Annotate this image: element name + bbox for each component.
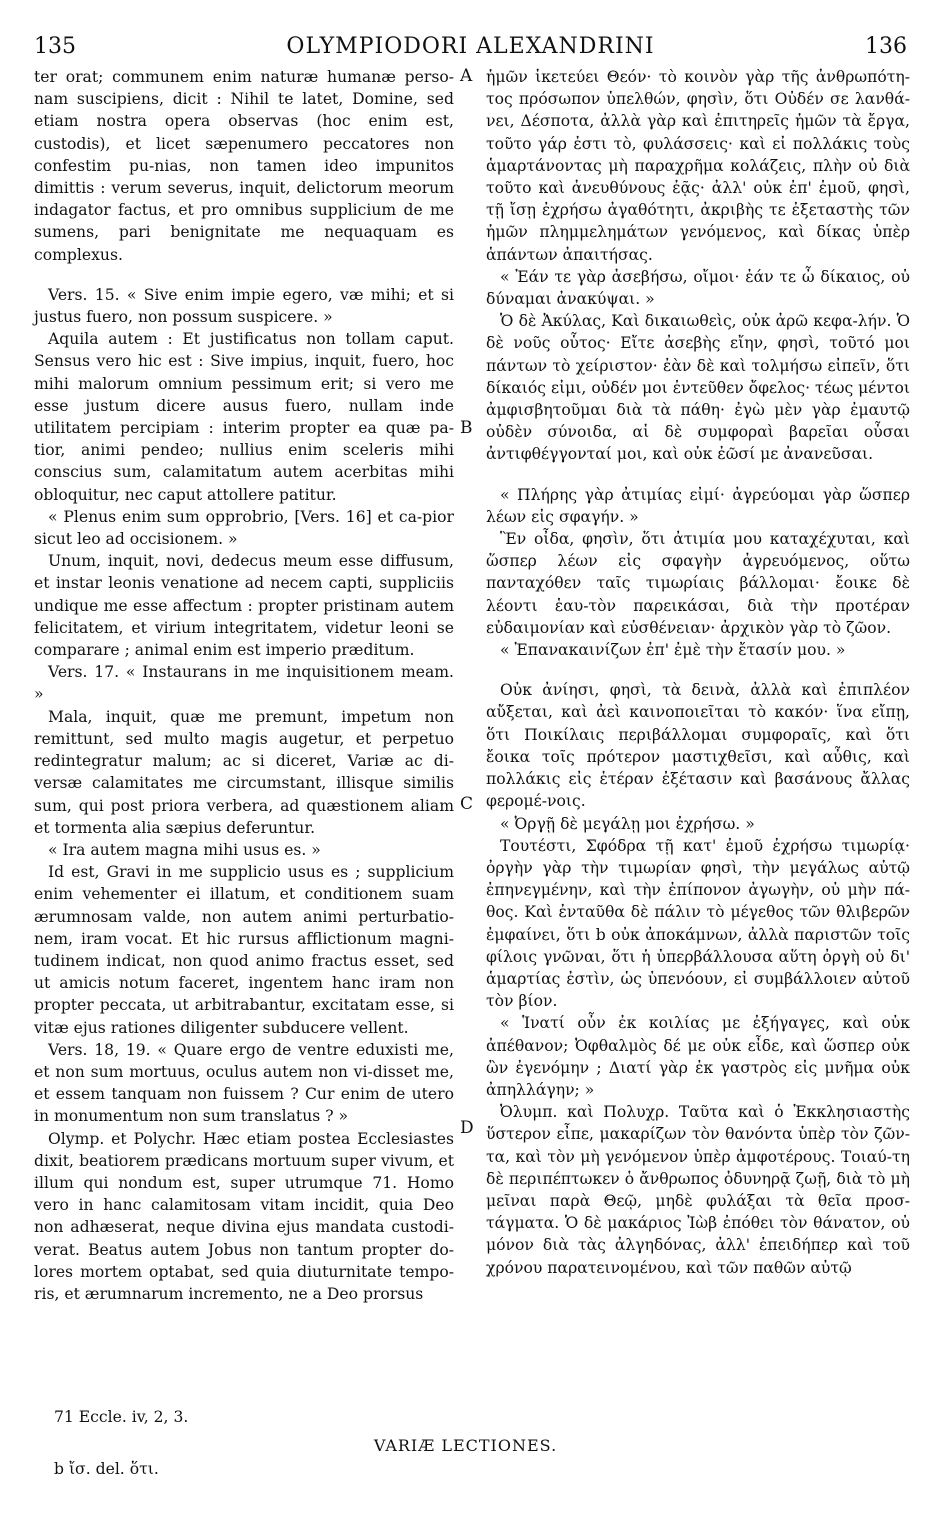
- latin-paragraph: Mala, inquit, quæ me premunt, impetum non remittunt, sed multo magis augetur, et perpetuo redintegratur malum; ac si diceret, Variæ ac di-versæ calamitates me circumstant, illisque similis sum, qui post priora verbera, ad quæstionem aliam et tormenta alia sæpius deferuntur.: [34, 707, 454, 837]
- greek-paragraph: Οὐκ ἀνίησι, φησὶ, τὰ δεινὰ, ἀλλὰ καὶ ἐπιπλέον αὔξεται, καὶ ἀεὶ καινοποιεῖται τὸ κακόν· ἵνα εἴπῃ, ὅτι Ποικίλαις περιβάλλομαι συμφοραῖς, καὶ ὅτι ἔοικα τοῖς πρότερον μαστιχθεῖσι, καὶ αὖθις, καὶ πολλάκις εἰς ἑτέραν ἐξέτασιν καὶ βασάνους ἄλλας φερομέ-νοις.: [486, 681, 910, 811]
- greek-paragraph: Ὁ δὲ Ἀκύλας, Καὶ δικαιωθεὶς, οὐκ ἀρῶ κεφα-λήν. Ὁ δὲ νοῦς οὗτος· Εἴτε ἀσεβὴς εἴην, φησὶ, τοῦτό μοι πάντων τὸ χείριστον· ἐὰν δὲ καὶ τολμήσω εἰπεῖν, ὅτι δίκαιός εἰμι, οὐδέν μοι ἐντεῦθεν ὄφελος· τέως μέντοι ἀμφισβητοῦμαι διὰ τὰ πάθη· ἐγὼ μὲν γὰρ ἐμαυτῷ οὐδὲν σύνοιδα, αἱ δὲ συμφοραὶ βαρεῖαι οὖσαι ἀντιφθέγγονταί μοι, καὶ οὐκ ἐῶσί με ἀνανεῦσαι.: [486, 312, 910, 464]
- latin-paragraph: Olymp. et Polychr. Hæc etiam postea Ecclesiastes dixit, beatiorem prædicans mortuum super vivum, et illum qui nondum est, super utrumque 71. Homo vero in hanc calamitosam vitam incidit, quia Deo non adhæserat, neque divina ejus mandata custodi-verat. Beatus autem Jobus non tantum propter do-lores mortem optabat, sed quia diuturnitate tempo-ris, et ærumnarum incremento, ne a Deo prorsus: [34, 1129, 454, 1303]
- marker-c: C: [460, 794, 474, 814]
- page-header: [34, 34, 907, 60]
- latin-paragraph: Id est, Gravi in me supplicio usus es ; supplicium enim vehementer ei illatum, et conditionem suam ærumnosam valde, non autem animi perturbatio-nem, iram vocat. Et hic rursus afflictionum magni-tudinem indicat, non quod animo fractus esset, sed ut amicis notum faceret, ingentem hanc iram non propter peccata, ut arbitrabantur, excitatam esse, si vitæ ejus rationes diligenter subducere vellent.: [34, 863, 454, 1037]
- section-markers: [456, 66, 482, 1166]
- marker-d: D: [460, 1118, 474, 1138]
- marker-b: B: [460, 418, 473, 438]
- greek-paragraph: « Ἐπανακαινίζων ἐπ' ἐμὲ τὴν ἔτασίν μου. »: [500, 641, 846, 660]
- greek-paragraph: Τουτέστι, Σφόδρα τῇ κατ' ἐμοῦ ἐχρήσω τιμωρίᾳ· ὀργὴν γὰρ τὴν τιμωρίαν φησὶ, τὴν μεγάλως αὐτῷ ἐπηνεγμένην, καὶ τὴν ἐπίπονον ἀγωγὴν, οὐ μὴν πά-θος. Καὶ ἐνταῦθα δὲ πάλιν τὸ μέγεθος τῶν θλιβερῶν ἐμφαίνει, ὅτι b οὐκ ἀποκάμνων, ἀλλὰ παριστῶν τοῖς φίλοις γνῶναι, ὅτι ἡ ὑπερβάλλουσα αὕτη ὀργὴ οὐ δι' ἁμαρτίας ἐστὶν, ὡς ὑπενόουν, εἰ συμβάλλοιεν αὐτοῦ τὸν βίον.: [486, 836, 910, 1011]
- greek-paragraph: « Ἱνατί οὖν ἐκ κοιλίας με ἐξήγαγες, καὶ οὐκ ἀπέθανον; Ὀφθαλμὸς δέ με οὐκ εἶδε, καὶ ὥσπερ οὐκ ὢν ἐγενόμην ; Διατί γὰρ ἐκ γαστρὸς εἰς μνῆμα οὐκ ἀπηλλάγην; »: [486, 1014, 910, 1099]
- latin-paragraph: « Ira autem magna mihi usus es. »: [48, 840, 321, 859]
- marker-a: A: [460, 66, 473, 86]
- page-number-right: 136: [865, 34, 907, 59]
- variae-lectiones-heading: VARIÆ LECTIONES.: [373, 1436, 558, 1455]
- greek-paragraph: « Ὀργῇ δὲ μεγάλῃ μοι ἐχρήσω. »: [500, 814, 755, 833]
- greek-paragraph: ἡμῶν ἱκετεύει Θεόν· τὸ κοινὸν γὰρ τῆς ἀνθρωπότη-τος πρόσωπον ὑπελθών, φησὶν, ὅτι Οὐδέν σε λανθά-νει, Δέσποτα, ἀλλὰ γὰρ καὶ ἐπιτηρεῖς ἡμῶν τὰ ἔργα, τοῦτο γάρ ἐστι τὸ, φυλάσσεις· καὶ εἰ πολλάκις τοὺς ἁμαρτάνοντας μὴ παραχρῆμα κολάζεις, πλὴν οὐ διὰ τοῦτο καὶ ἀνευθύνους ἐᾷς· ἀλλ' οὐκ ἐπ' ἐμοῦ, φησὶ, τῇ ἴσῃ ἐχρήσω ἀγαθότητι, ἀκριβὴς τε ἐξεταστὴς τῶν ἡμῶν πλημμελημάτων γενόμενος, καὶ δίκας ὑπὲρ ἁπάντων ἀπαιτήσας.: [486, 68, 910, 264]
- latin-paragraph: « Plenus enim sum opprobrio, [Vers. 16] et ca-pior sicut leo ad occisionem. »: [34, 507, 454, 549]
- greek-paragraph: Ὀλυμπ. καὶ Πολυχρ. Ταῦτα καὶ ὁ Ἐκκλησιαστὴς ὕστερον εἶπε, μακαρίζων τὸν θανόντα ὑπὲρ τὸν ζῶν-τα, καὶ τὸν μὴ γενόμενον ὑπὲρ ἀμφοτέρους. Τοιαύ-τη δὲ περιπέπτωκεν ὁ ἄνθρωπος ὀδυνηρᾷ ζωῇ, διὰ τὸ μὴ μεῖναι παρὰ Θεῷ, μηδὲ φυλάξαι τὰ θεῖα προσ-τάγματα. Ὁ δὲ μακάριος Ἰὼβ ἐπόθει τὸν θάνατον, οὐ μόνον διὰ τὰς ἀλγηδόνας, ἀλλ' ἐπειδήπερ καὶ τοῦ χρόνου παρατεινομένου, καὶ τῶν παθῶν αὐτῷ: [486, 1103, 910, 1277]
- greek-column: [486, 66, 910, 1279]
- greek-paragraph: « Ἐάν τε γὰρ ἀσεβήσω, οἴμοι· ἐάν τε ὦ δίκαιος, οὐ δύναμαι ἀνακύψαι. »: [486, 267, 910, 309]
- variant-reading: b ἴσ. del. ὅτι.: [54, 1460, 159, 1478]
- latin-paragraph: ter orat; communem enim naturæ humanæ perso-nam suscipiens, dicit : Nihil te latet, Domine, sed etiam nostra opera observas (hoc enim est, custodis), et licet sæpenumero peccatores non confestim pu-nias, non tamen ideo impunitos dimittis : verum severus, inquit, delictorum meorum indagator factus, et pro omnibus supplicium de me sumens, pari benignitate me nequaquam es complexus.: [34, 68, 454, 264]
- running-title: OLYMPIODORI ALEXANDRINI: [286, 34, 655, 59]
- latin-paragraph: Vers. 17. « Instaurans in me inquisitionem meam. »: [34, 663, 454, 704]
- latin-paragraph: Unum, inquit, novi, dedecus meum esse diffusum, et instar leonis venatione ad necem capti, suppliciis undique me esse affectum : propter pristinam autem felicitatem, et virium integritatem, videtur leoni se comparare ; animal enim est imperio præditum.: [34, 552, 454, 660]
- latin-paragraph: Vers. 18, 19. « Quare ergo de ventre eduxisti me, et non sum mortuus, oculus autem non vi-disset me, et essem tanquam non fuissem ? Cur enim de utero in monumentum non sum translatus ? »: [34, 1040, 454, 1126]
- greek-paragraph: « Πλήρης γὰρ ἀτιμίας εἰμί· ἀγρεύομαι γὰρ ὥσπερ λέων εἰς σφαγήν. »: [486, 485, 910, 526]
- page-number-left: 135: [34, 34, 76, 59]
- footnote: 71 Eccle. iv, 2, 3.: [54, 1408, 189, 1426]
- greek-paragraph: Ἓν οἶδα, φησὶν, ὅτι ἀτιμία μου καταχέχυται, καὶ ὥσπερ λέων εἰς σφαγὴν ἀγρευόμενος, οὕτω πανταχόθεν ταῖς τιμωρίαις βάλλομαι· ἔοικε δὲ λέοντι ἑαυ-τὸν παρεικάσαι, διὰ τὴν προτέραν εὐδαιμονίαν καὶ εὐσθένειαν· ἀρχικὸν γὰρ τὸ ζῶον.: [486, 530, 910, 637]
- latin-column: [34, 66, 454, 1305]
- latin-paragraph: Aquila autem : Et justificatus non tollam caput. Sensus vero hic est : Sive impius, inquit, fuero, hoc mihi malorum omnium pessimum erit; si vero me esse justum dicere ausus fuero, nullam inde utilitatem percipiam : interim propter ea quæ pa-tior, animi pendeo; nullius enim sceleris mihi conscius sum, calamitatum autem acerbitas mihi obloquitur, nec caput attollere patitur.: [34, 330, 454, 504]
- latin-paragraph: Vers. 15. « Sive enim impie egero, væ mihi; et si justus fuero, non possum suspicere. »: [34, 285, 454, 327]
